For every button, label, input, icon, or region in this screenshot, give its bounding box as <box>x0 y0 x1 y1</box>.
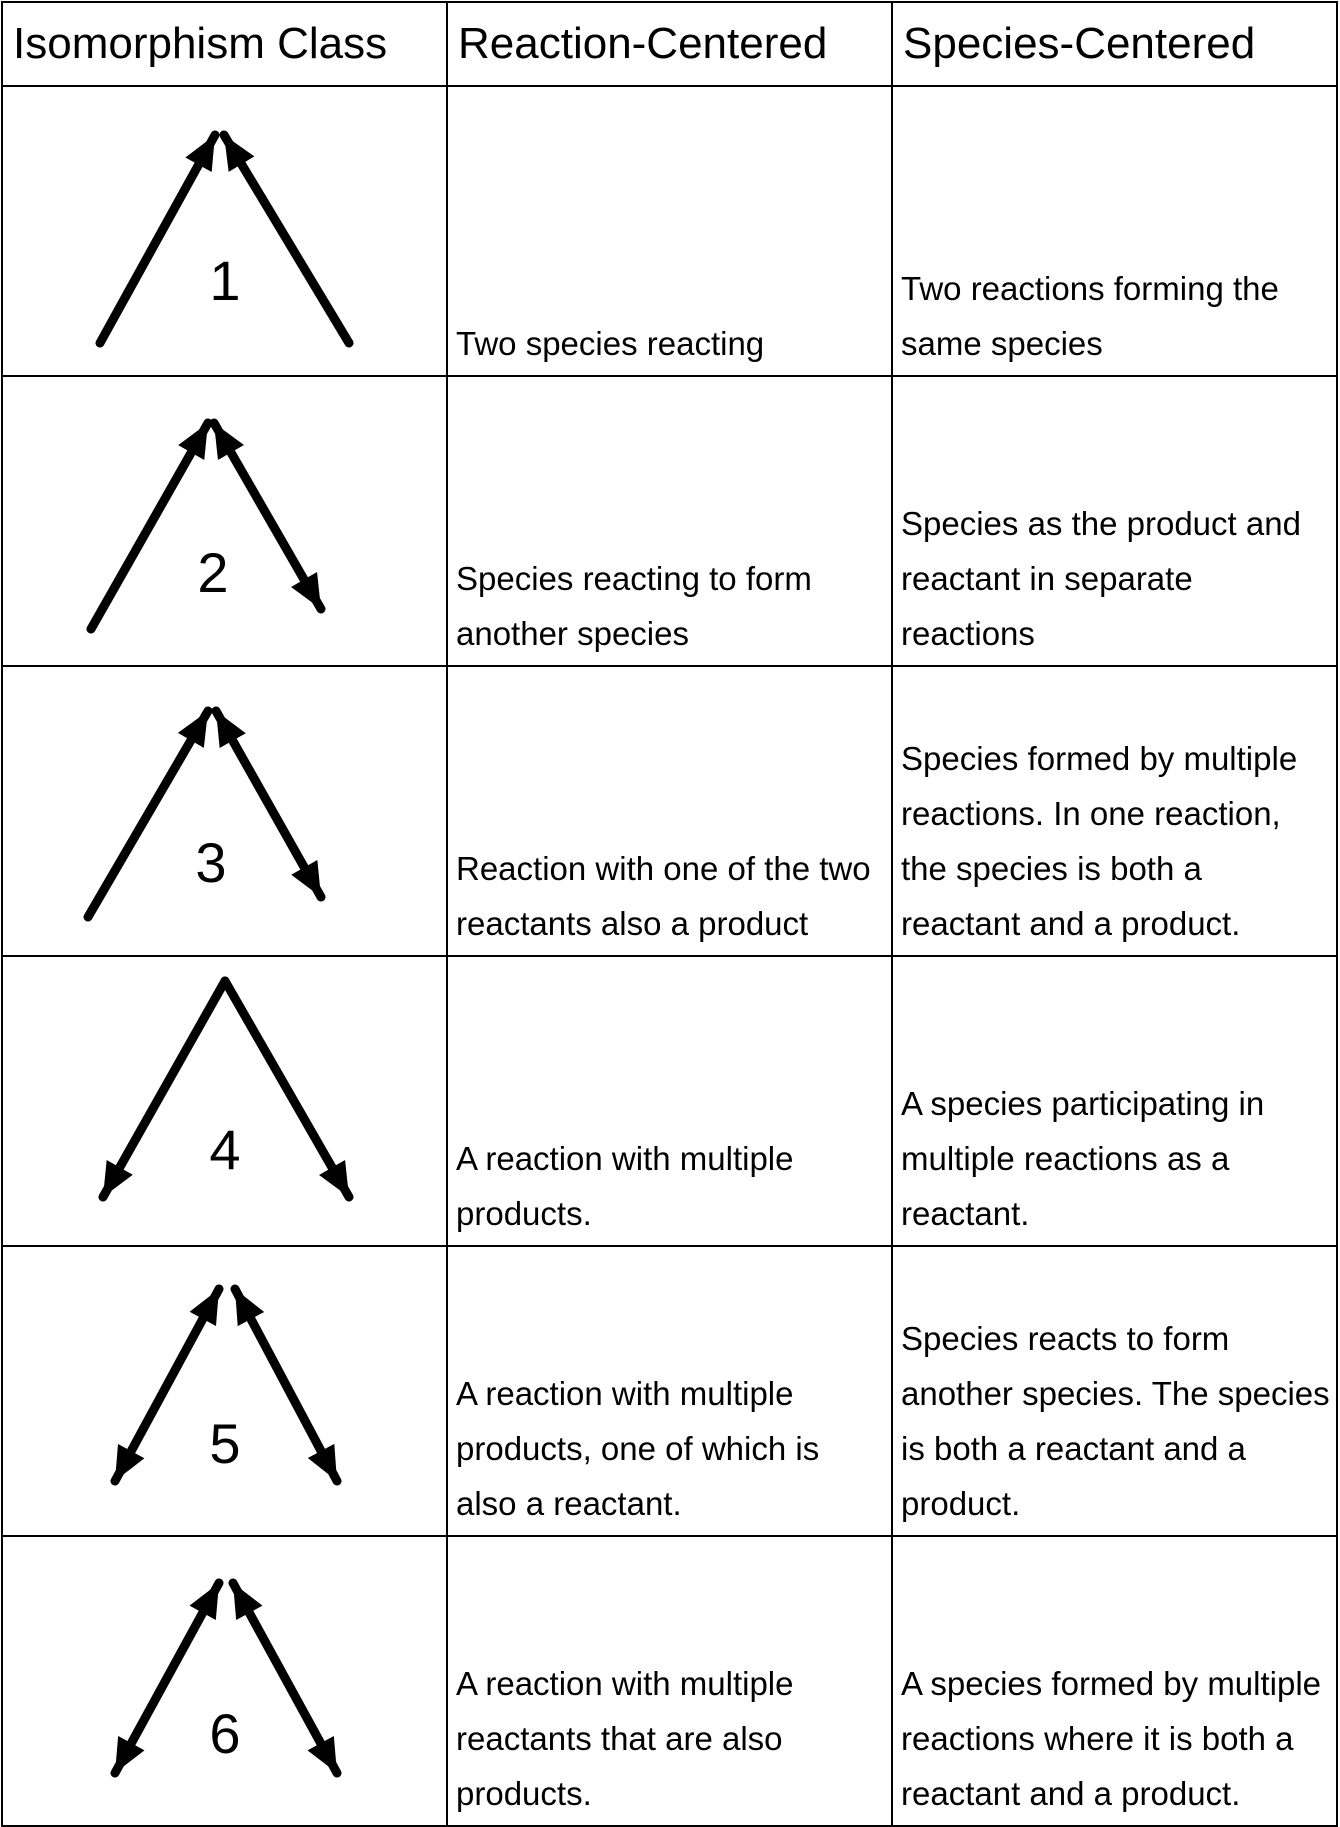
species-centered-text: Two reactions forming the same species <box>892 86 1337 376</box>
right-edge-line <box>224 135 349 343</box>
left-edge-line <box>103 981 225 1197</box>
reaction-centered-text: Species reacting to form another species <box>447 376 892 666</box>
motif-cell <box>2 666 447 956</box>
motif-cell <box>2 376 447 666</box>
reaction-centered-text: Reaction with one of the two reactants also a product <box>447 666 892 956</box>
species-centered-text: A species formed by multiple reactions where it is both a reactant and a product. <box>892 1536 1337 1826</box>
motif-cell <box>2 1246 447 1536</box>
isomorphism-table <box>1 1 1338 1827</box>
right-edge-line <box>225 981 349 1197</box>
left-edge-line <box>91 423 208 629</box>
table-row <box>2 1536 1337 1826</box>
class-number-label: 6 <box>209 1702 241 1765</box>
species-centered-text: Species formed by multiple reactions. In one reaction, the species is both a reactant and a product. <box>892 666 1337 956</box>
motif-diagram-4 <box>3 959 447 1243</box>
class-number-label: 1 <box>209 249 241 312</box>
species-centered-text: A species participating in multiple reactions as a reactant. <box>892 956 1337 1246</box>
motif-cell <box>2 1536 447 1826</box>
reaction-centered-text: Two species reacting <box>447 86 892 376</box>
class-number-label: 4 <box>209 1118 241 1181</box>
header-species-centered: Species-Centered <box>892 2 1337 86</box>
header-row <box>2 2 1337 86</box>
left-edge-line <box>100 135 215 343</box>
class-number-label: 3 <box>195 831 227 894</box>
class-number-label: 5 <box>209 1412 241 1475</box>
motif-diagram-3 <box>3 669 447 953</box>
motif-cell <box>2 956 447 1246</box>
reaction-centered-text: A reaction with multiple products, one of which is also a reactant. <box>447 1246 892 1536</box>
table-row <box>2 666 1337 956</box>
table-row <box>2 956 1337 1246</box>
motif-diagram-1 <box>3 89 447 373</box>
species-centered-text: Species as the product and reactant in separate reactions <box>892 376 1337 666</box>
reaction-centered-text: A reaction with multiple reactants that are also products. <box>447 1536 892 1826</box>
species-centered-text: Species reacts to form another species. The species is both a reactant and a product. <box>892 1246 1337 1536</box>
motif-cell <box>2 86 447 376</box>
header-isomorphism-class: Isomorphism Class <box>2 2 447 86</box>
reaction-centered-text: A reaction with multiple products. <box>447 956 892 1246</box>
motif-diagram-2 <box>3 379 447 663</box>
table-row <box>2 1246 1337 1536</box>
class-number-label: 2 <box>197 541 229 604</box>
motif-diagram-5 <box>3 1249 447 1533</box>
header-reaction-centered: Reaction-Centered <box>447 2 892 86</box>
table-row <box>2 86 1337 376</box>
motif-diagram-6 <box>3 1539 447 1823</box>
left-edge-line <box>88 711 208 917</box>
table-row <box>2 376 1337 666</box>
